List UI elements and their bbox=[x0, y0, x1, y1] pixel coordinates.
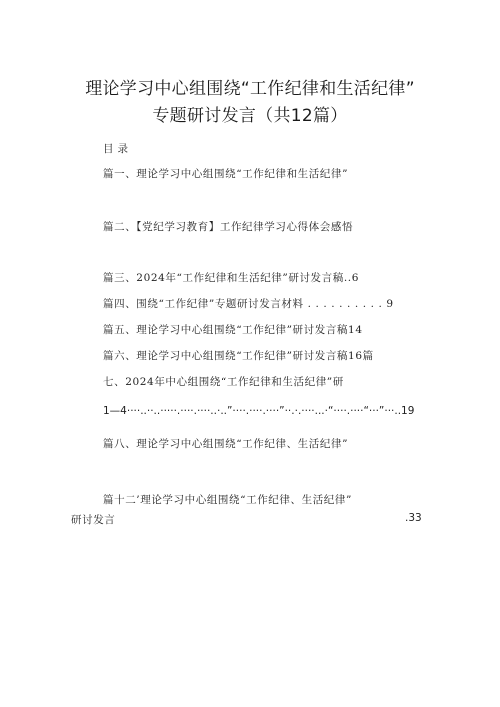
toc-entry-6[interactable]: 篇六、理论学习中心组围绕“工作纪律”研讨发言稿16篇 bbox=[103, 350, 374, 362]
toc-entry-12-continuation[interactable]: 研讨发言 bbox=[71, 514, 116, 526]
toc-entry-12-page-number: .33 bbox=[405, 512, 422, 524]
toc-entry-5[interactable]: 篇五、理论学习中心组围绕“工作纪律”研讨发言稿14 bbox=[103, 324, 363, 336]
toc-entry-1[interactable]: 篇一、理论学习中心组围绕“工作纪律和生活纪律” bbox=[103, 168, 349, 180]
toc-entry-8[interactable]: 篇八、理论学习中心组围绕“工作纪律、生活纪律” bbox=[103, 438, 349, 450]
toc-entry-4[interactable]: 篇四、围绕“工作纪律”专题研讨发言材料 . . . . . . . . . . 9 bbox=[103, 298, 394, 310]
toc-entry-7-continuation[interactable]: 1—4····..··..·····.····.····..·..”····.····.····”··.·.····...·“····.····“···”···..19 bbox=[103, 405, 415, 417]
toc-heading: 目录 bbox=[103, 143, 132, 155]
document-title-line-2: 专题研讨发言（共12篇） bbox=[152, 106, 348, 126]
toc-entry-3[interactable]: 篇三、2024年“工作纪律和生活纪律”研讨发言稿..6 bbox=[103, 272, 360, 284]
toc-entry-2[interactable]: 篇二、【党纪学习教育】工作纪律学习心得体会感悟 bbox=[103, 221, 354, 233]
document-title-line-1: 理论学习中心组围绕“工作纪律和生活纪律” bbox=[85, 79, 415, 99]
toc-entry-7[interactable]: 七、2024年中心组围绕“工作纪律和生活纪律”研 bbox=[103, 376, 344, 388]
toc-entry-12[interactable]: 篇十二’理论学习中心组围绕“工作纪律、生活纪律” bbox=[103, 494, 352, 506]
